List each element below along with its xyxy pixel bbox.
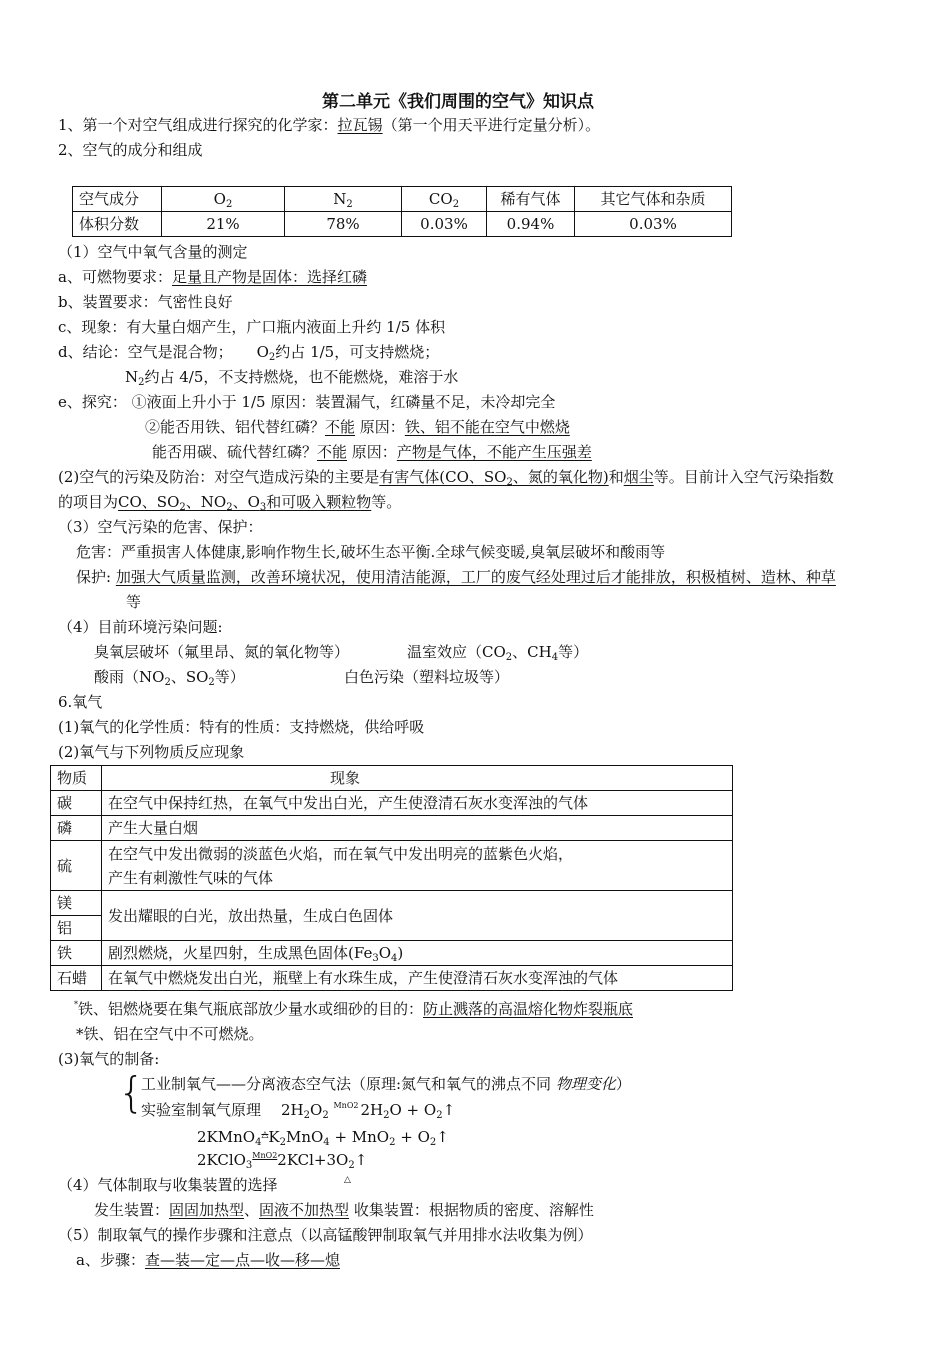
line-white-pollution: 白色污染（塑料垃圾等） [344,668,510,686]
line-ozone: 臭氧层破坏（氟里昂、氮的氧化物等） [94,643,350,661]
cell: 0.03% [402,212,487,237]
table-row [51,766,733,791]
table-row [73,187,732,212]
page-title: 第二单元《我们周围的空气》知识点 [322,92,594,112]
line-protect: 保护: 加强大气质量监测，改善环境状况，使用清洁能源，工厂的废气经处理过后才能排放，积极植树、造林、种草 [76,568,836,586]
line-greenhouse: 温室效应（$CO_2$、$CH_4$等） [407,643,589,663]
header-cell: $O_2$ [162,187,285,212]
line-composition-heading: 2、空气的成分和组成 [58,141,203,159]
cell: 产生大量白烟 [102,816,733,841]
oxygen-reaction-table [50,765,733,991]
line-e2: ②能否用铁、铝代替红磷？不能 原因：铁、铝不能在空气中燃烧 [145,418,570,436]
line-steps: a、步骤：查—装—定—点—收—移—熄 [76,1251,340,1269]
cell: 21% [162,212,285,237]
cell: 在氧气中燃烧发出白光，瓶壁上有水珠生成，产生使澄清石灰水变浑浊的气体 [102,966,733,991]
table-row [51,841,733,891]
cell: 0.03% [575,212,732,237]
cell: 0.94% [487,212,575,237]
header-cell: $N_2$ [285,187,402,212]
table-row [73,212,732,237]
line-industrial: 工业制氧气——分离液态空气法（原理:氮气和氧气的沸点不同 物理变化） [141,1075,631,1093]
line-chemist: 1、第一个对空气组成进行探究的化学家：拉瓦锡（第一个用天平进行定量分析）。 [58,116,601,134]
cell: 镁 [51,891,102,916]
line-s4: （4）目前环境污染问题: [58,618,223,636]
cell: 铝 [51,916,102,941]
header-cell: $CO_2$ [402,187,487,212]
cell: 硫 [51,841,102,891]
row-label: 体积分数 [73,212,162,237]
line-o1: (1)氧气的化学性质：特有的性质：支持燃烧，供给呼吸 [58,718,425,736]
line-d1: d、结论：空气是混合物； $O_2$约占 1/5，可支持燃烧； [58,343,440,363]
brace-symbol: { [118,1068,145,1117]
line-s5: （5）制取氧气的操作步骤和注意点（以高锰酸钾制取氧气并用排水法收集为例） [58,1226,593,1244]
table-row [51,816,733,841]
line-s4b: （4）气体制取与收集装置的选择 [58,1176,278,1194]
line-d2: $N_2$约占 4/5，不支持燃烧，也不能燃烧，难溶于水 [125,368,459,388]
line-devices: 发生装置：固固加热型、固液不加热型 收集装置：根据物质的密度、溶解性 [94,1201,594,1219]
line-harm: 危害：严重损害人体健康,影响作物生长,破坏生态平衡.全球气候变暖,臭氧层破坏和酸雨等 [76,543,666,561]
line-e3: 能否用碳、硫代替红磷？不能 原因：产物是气体，不能产生压强差 [152,443,592,461]
line-note2: *铁、铝在空气中不可燃烧。 [76,1025,264,1043]
line-kmno4: $2KMnO_4^\triangle K_2MnO_4 + MnO_2$ + $O_2↑$ [197,1128,449,1148]
line-lab: 实验室制氧气原理 $2H_2O_2$ $^{MnO2}$ $2H_2O$ + $O_2↑$ [141,1101,456,1121]
table-row [51,941,733,966]
cell: 在空气中发出微弱的淡蓝色火焰，而在氧气中发出明亮的蓝紫色火焰， 产生有刺激性气味的气体 [102,841,733,891]
header-cell: 其它气体和杂质 [575,187,732,212]
header-cell: 稀有气体 [487,187,575,212]
line-a: a、可燃物要求：足量且产物是固体：选择红磷 [58,268,367,286]
cell: 铁 [51,941,102,966]
table-row [51,966,733,991]
cell: 78% [285,212,402,237]
line-o3: (3)氧气的制备: [58,1050,160,1068]
line-protect-2: 等 [126,593,142,611]
line-note1: *铁、铝燃烧要在集气瓶底部放少量水或细砂的目的：防止溅落的高温熔化物炸裂瓶底 [74,1000,634,1018]
heat-triangle-icon: △ [344,1175,351,1185]
line-b: b、装置要求：气密性良好 [58,293,233,311]
cell: 在空气中保持红热，在氧气中发出白光，产生使澄清石灰水变浑浊的气体 [102,791,733,816]
line-s3: （3）空气污染的危害、保护： [58,518,263,536]
table-row [51,891,733,916]
header-cell: 现象 [102,766,733,791]
line-c: c、现象：有大量白烟产生，广口瓶内液面上升约 1/5 体积 [58,318,446,336]
cell: 剧烈燃烧，火星四射，生成黑色固体$(Fe_3O_4)$ [102,941,733,966]
line-pollution-1: (2)空气的污染及防治：对空气造成污染的主要是有害气体(CO、$SO_2$、氮的氧化物)和烟尘等。目前计入空气污染指数 [58,468,834,488]
line-acid-rain: 酸雨（$NO_2$、$SO_2$等） [94,668,245,688]
line-pollution-2: 的项目为CO、$SO_2$、$NO_2$、$O_3$和可吸入颗粒物等。 [58,493,402,513]
cell: 碳 [51,791,102,816]
cell: 磷 [51,816,102,841]
line-s6: 6.氧气 [58,693,103,711]
line-kclo3: $2KClO_3^{MnO2}2KCl+3O_2↑$ [197,1151,368,1171]
air-composition-table [72,186,732,237]
line-o2: (2)氧气与下列物质反应现象 [58,743,245,761]
cell: 发出耀眼的白光，放出热量，生成白色固体 [102,891,733,941]
line-e1: e、探究： ①液面上升小于 1/5 原因：装置漏气，红磷量不足，未冷却完全 [58,393,556,411]
cell: 石蜡 [51,966,102,991]
header-cell: 物质 [51,766,102,791]
table-row [51,791,733,816]
line-s1: （1）空气中氧气含量的测定 [58,243,248,261]
header-cell: 空气成分 [73,187,162,212]
